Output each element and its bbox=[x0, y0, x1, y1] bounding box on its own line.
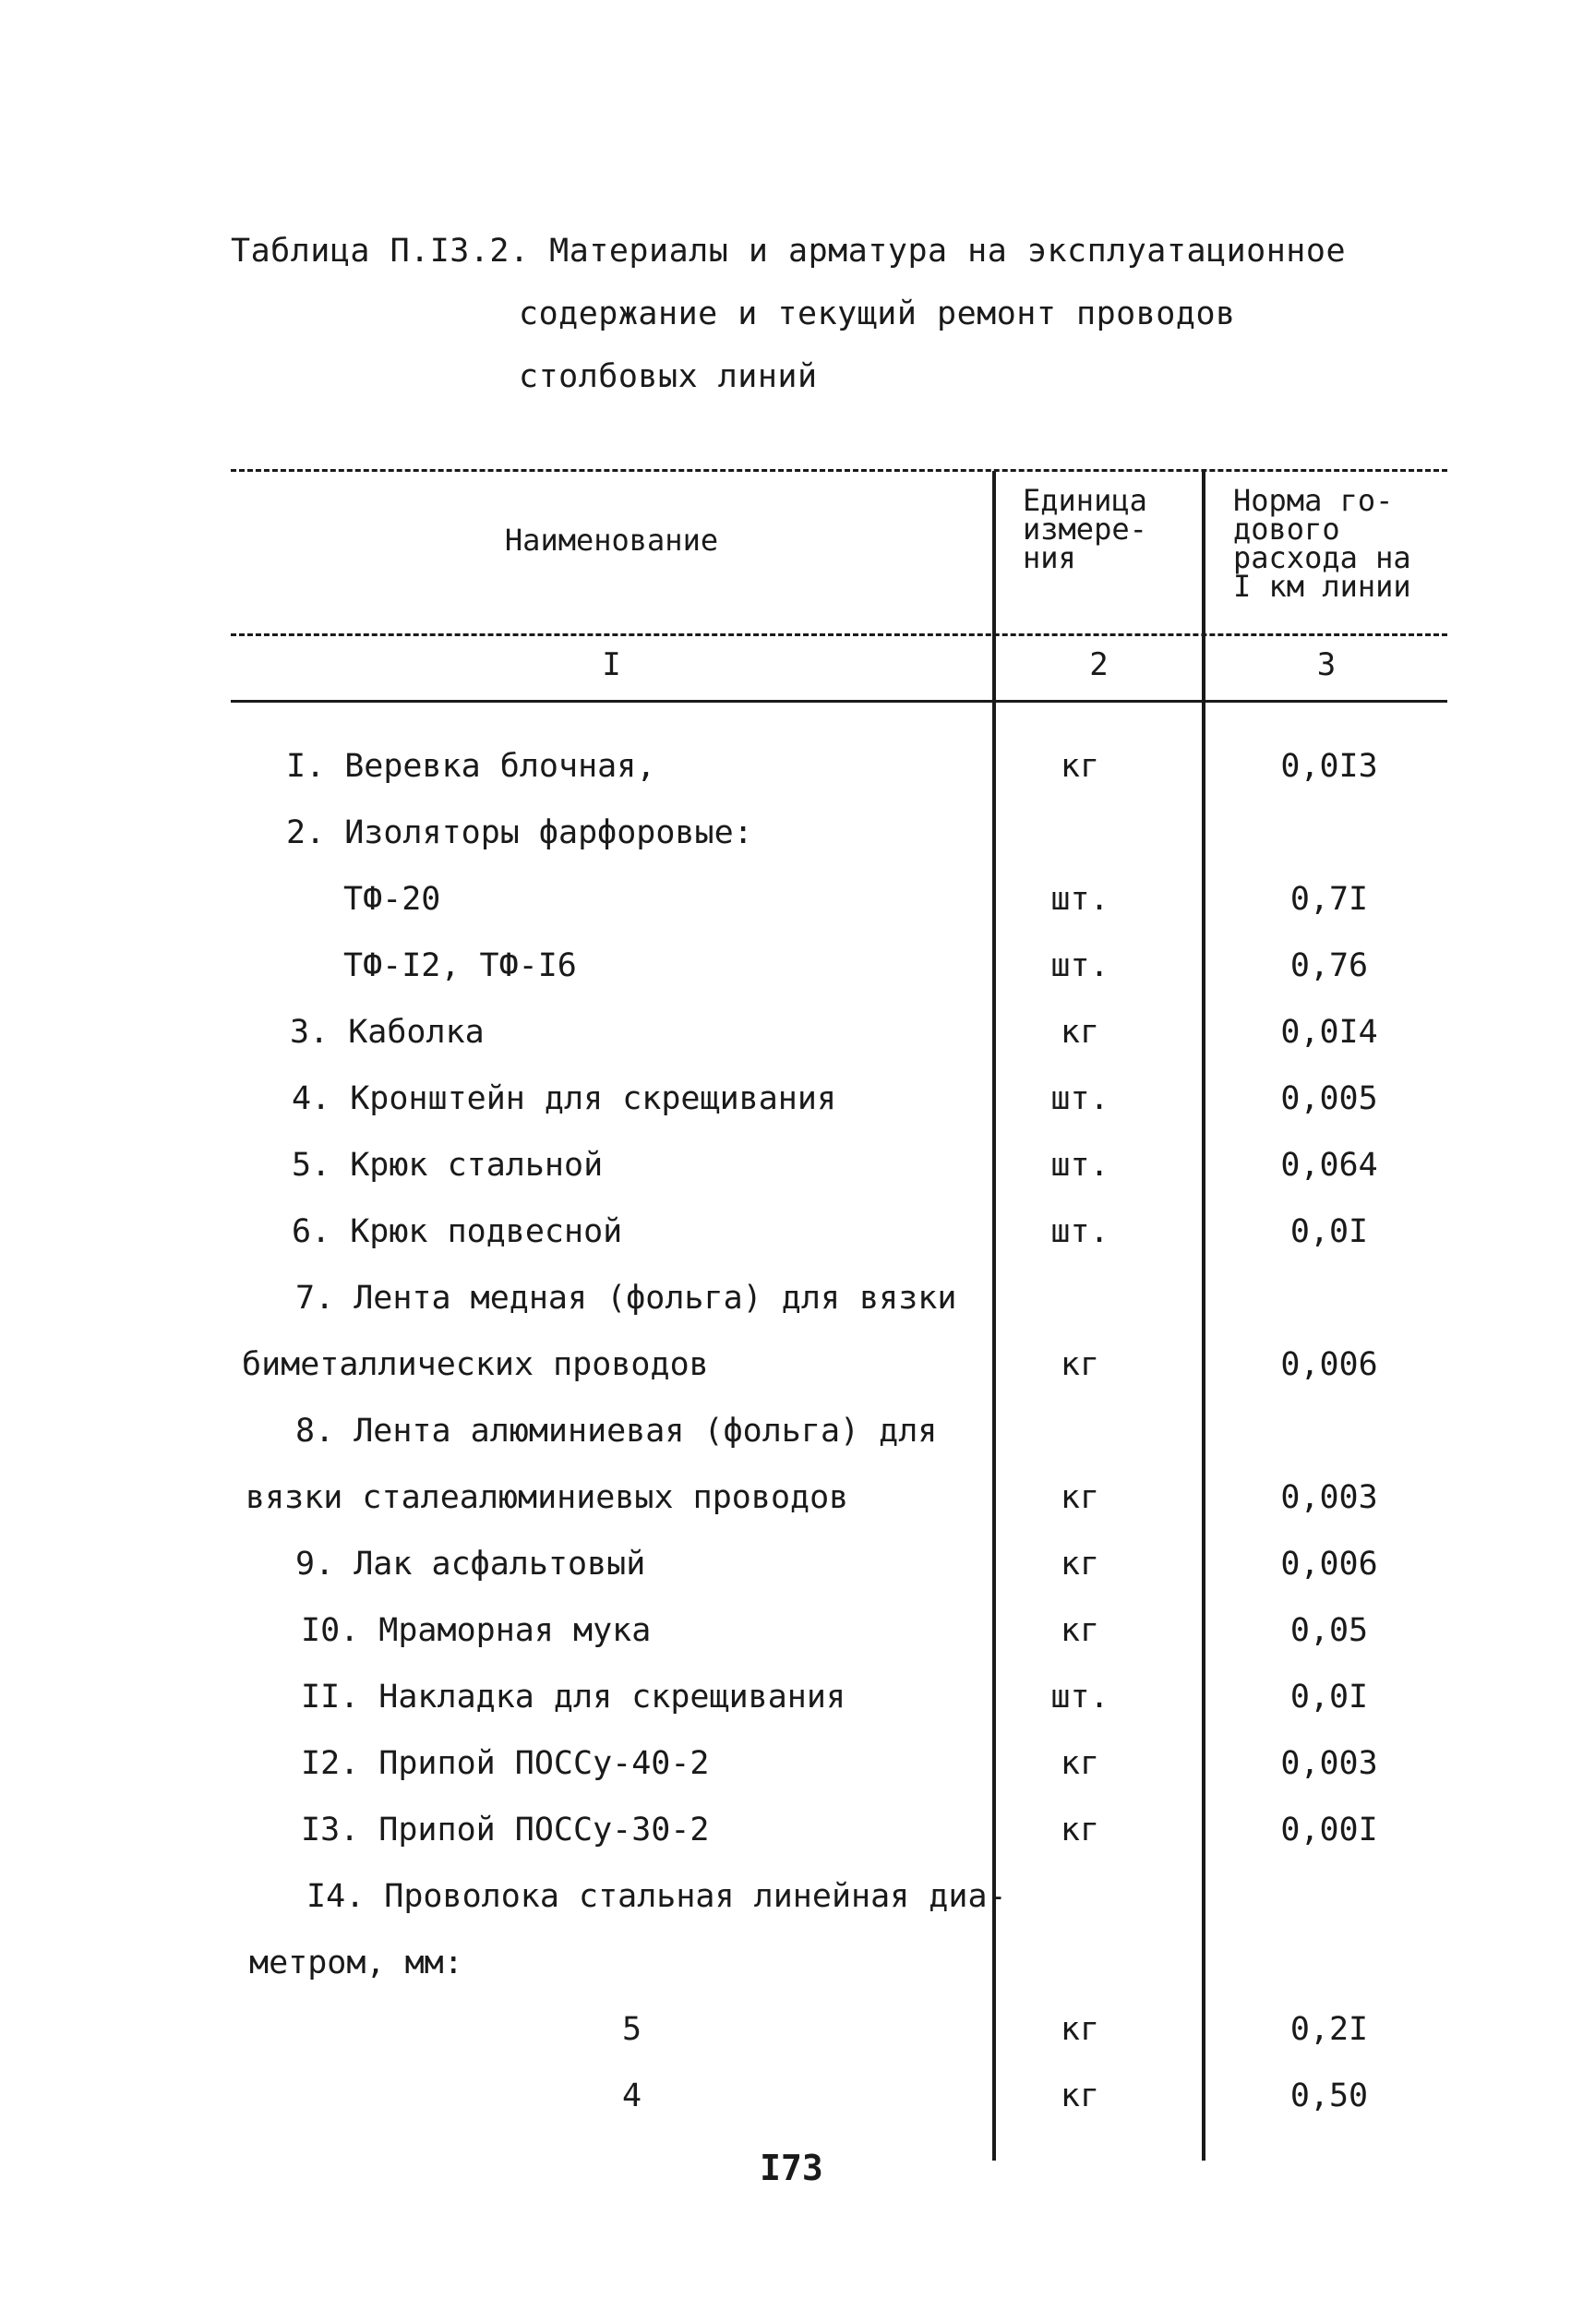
column-number-3: 3 bbox=[1316, 646, 1337, 683]
column-number-2: 2 bbox=[1089, 646, 1109, 683]
row-name: 5. Крюк стальной bbox=[292, 1147, 604, 1184]
row-unit: кг bbox=[1060, 1812, 1100, 1848]
row-unit: кг bbox=[1060, 2011, 1100, 2048]
row-norm: 0,0I4 bbox=[1280, 1014, 1378, 1051]
row-name: 4 bbox=[622, 2077, 642, 2114]
row-name: ТФ-20 bbox=[343, 881, 441, 918]
row-norm: 0,2I bbox=[1289, 2011, 1369, 2048]
row-name: 9. Лак асфальтовый bbox=[295, 1546, 646, 1583]
row-norm: 0,003 bbox=[1280, 1745, 1378, 1782]
row-norm: 0,7I bbox=[1289, 881, 1369, 918]
table-row bbox=[0, 1331, 1583, 1398]
caption-line-2: содержание и текущий ремонт проводов bbox=[519, 295, 1236, 332]
row-name: I3. Припой ПОССу-30-2 bbox=[301, 1812, 710, 1848]
table-row bbox=[0, 1464, 1583, 1531]
table-row bbox=[0, 1398, 1583, 1464]
table-row bbox=[0, 1198, 1583, 1265]
table-top-rule bbox=[231, 469, 1447, 472]
row-name: биметаллических проводов bbox=[242, 1346, 709, 1383]
row-unit: кг bbox=[1060, 1546, 1100, 1583]
table-row bbox=[0, 1797, 1583, 1863]
row-unit: шт. bbox=[1050, 1147, 1109, 1184]
row-name: 7. Лента медная (фольга) для вязки bbox=[295, 1280, 957, 1317]
row-unit: шт. bbox=[1050, 1213, 1109, 1250]
row-norm: 0,00I bbox=[1280, 1812, 1378, 1848]
table-row bbox=[0, 1132, 1583, 1198]
row-name: 4. Кронштейн для скрещивания bbox=[292, 1080, 837, 1117]
row-name: I0. Мраморная мука bbox=[301, 1612, 652, 1649]
row-name: 5 bbox=[622, 2011, 642, 2048]
table-row bbox=[0, 1930, 1583, 1996]
row-unit: кг bbox=[1060, 1346, 1100, 1383]
row-unit: кг bbox=[1060, 1014, 1100, 1051]
row-norm: 0,006 bbox=[1280, 1546, 1378, 1583]
row-name: метром, мм: bbox=[249, 1945, 463, 1981]
header-norm: Норма го- дового расхода на I км линии bbox=[1233, 483, 1411, 604]
row-unit: кг bbox=[1060, 1612, 1100, 1649]
row-norm: 0,003 bbox=[1280, 1479, 1378, 1516]
row-norm: 0,0I bbox=[1289, 1213, 1369, 1250]
row-unit: шт. bbox=[1050, 1679, 1109, 1716]
row-norm: 0,0I3 bbox=[1280, 748, 1378, 785]
table-row bbox=[0, 1531, 1583, 1597]
page-number: I73 bbox=[760, 2148, 823, 2188]
table-row bbox=[0, 1996, 1583, 2063]
row-unit: шт. bbox=[1050, 947, 1109, 984]
table-caption bbox=[231, 220, 1449, 408]
row-name: 8. Лента алюминиевая (фольга) для bbox=[295, 1413, 938, 1450]
row-name: вязки сталеалюминиевых проводов bbox=[246, 1479, 849, 1516]
table-row bbox=[0, 1066, 1583, 1132]
row-norm: 0,76 bbox=[1289, 947, 1369, 984]
row-name: I4. Проволока стальная линейная диа- bbox=[306, 1878, 1007, 1915]
row-unit: шт. bbox=[1050, 881, 1109, 918]
row-unit: кг bbox=[1060, 1479, 1100, 1516]
table-row bbox=[0, 1265, 1583, 1331]
table-row bbox=[0, 1863, 1583, 1930]
table-row bbox=[0, 733, 1583, 800]
row-norm: 0,006 bbox=[1280, 1346, 1378, 1383]
row-unit: кг bbox=[1060, 748, 1100, 785]
row-unit: кг bbox=[1060, 2077, 1100, 2114]
row-norm: 0,05 bbox=[1289, 1612, 1369, 1649]
row-name: I. Веревка блочная, bbox=[286, 748, 656, 785]
column-number-1: I bbox=[602, 646, 621, 683]
header-name: Наименование bbox=[504, 523, 719, 558]
row-name: 6. Крюк подвесной bbox=[292, 1213, 623, 1250]
table-row bbox=[0, 800, 1583, 866]
row-unit: кг bbox=[1060, 1745, 1100, 1782]
caption-line-1: Таблица П.I3.2. Материалы и арматура на эксплуатационное bbox=[231, 233, 1347, 270]
table-row bbox=[0, 2063, 1583, 2129]
row-name: ТФ-I2, ТФ-I6 bbox=[343, 947, 577, 984]
table-row bbox=[0, 1730, 1583, 1797]
table-row bbox=[0, 866, 1583, 933]
table-row bbox=[0, 1664, 1583, 1730]
row-unit: шт. bbox=[1050, 1080, 1109, 1117]
row-name: II. Накладка для скрещивания bbox=[301, 1679, 846, 1716]
table-row bbox=[0, 999, 1583, 1066]
row-norm: 0,064 bbox=[1280, 1147, 1378, 1184]
caption-line-3: столбовых линий bbox=[519, 358, 818, 395]
table-row bbox=[0, 1597, 1583, 1664]
row-norm: 0,0I bbox=[1289, 1679, 1369, 1716]
row-name: 3. Каболка bbox=[290, 1014, 485, 1051]
row-norm: 0,50 bbox=[1289, 2077, 1369, 2114]
row-name: I2. Припой ПОССу-40-2 bbox=[301, 1745, 710, 1782]
header-divider-rule bbox=[231, 633, 1447, 636]
column-number-rule bbox=[231, 700, 1447, 703]
row-name: 2. Изоляторы фарфоровые: bbox=[286, 814, 753, 851]
header-unit: Единица измере- ния bbox=[1023, 483, 1147, 575]
table-row bbox=[0, 933, 1583, 999]
row-norm: 0,005 bbox=[1280, 1080, 1378, 1117]
